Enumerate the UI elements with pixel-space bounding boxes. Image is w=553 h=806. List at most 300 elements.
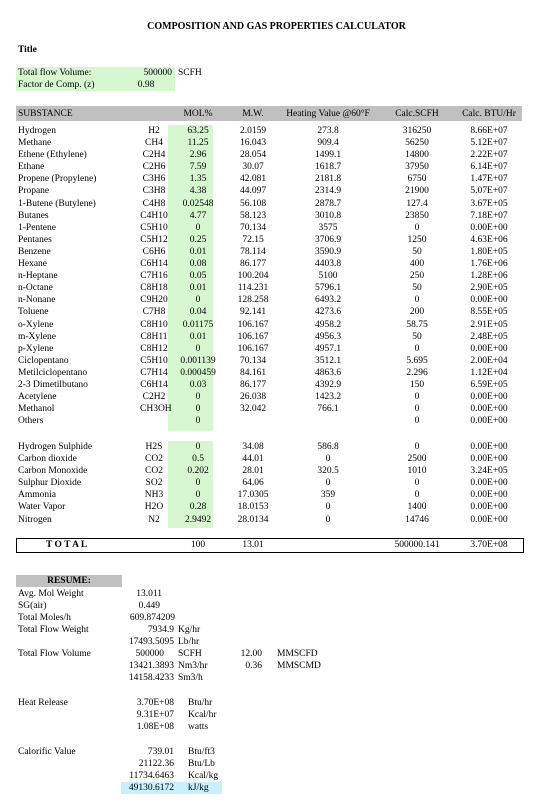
calc-scfh: 1250 bbox=[407, 234, 427, 245]
heating-value: 1499.1 bbox=[314, 150, 342, 161]
mol-percent[interactable]: 0.05 bbox=[189, 271, 207, 282]
molecular-weight: 100.204 bbox=[237, 271, 269, 282]
calc-btu: 7.18E+07 bbox=[470, 210, 508, 221]
cv-ft3-unit: Btu/ft3 bbox=[188, 747, 215, 757]
mol-percent[interactable]: 11.25 bbox=[187, 138, 209, 149]
molecular-weight: 2.0159 bbox=[239, 126, 267, 136]
formula: H2S bbox=[145, 442, 163, 452]
table-row bbox=[16, 320, 522, 332]
molecular-weight: 30.07 bbox=[242, 162, 264, 173]
mol-percent[interactable]: 0 bbox=[195, 416, 201, 427]
substance-name: 1-Pentene bbox=[18, 222, 56, 233]
flow-volume-input[interactable]: 500000 bbox=[143, 68, 172, 78]
fv-sm3: 14158.4233 bbox=[128, 673, 174, 683]
cv-ft3: 739.01 bbox=[147, 747, 174, 757]
substance-name: n-Octane bbox=[18, 283, 53, 294]
mol-percent[interactable]: 0 bbox=[195, 222, 201, 233]
calc-scfh: 0 bbox=[414, 442, 420, 452]
molecular-weight: 64.06 bbox=[242, 478, 264, 489]
molecular-weight: 28.054 bbox=[239, 150, 267, 161]
calc-scfh: 0 bbox=[414, 343, 420, 354]
formula: C4H8 bbox=[142, 198, 166, 209]
molecular-weight: 72.15 bbox=[242, 234, 264, 245]
table-row bbox=[16, 404, 522, 416]
substance-name: o-Xylene bbox=[18, 319, 54, 330]
cv-kcal-unit: Kcal/kg bbox=[188, 771, 219, 781]
heating-value: 2314.9 bbox=[314, 186, 342, 197]
table-row bbox=[16, 332, 522, 344]
substance-name: Water Vapor bbox=[18, 502, 66, 513]
calc-scfh: 0 bbox=[414, 295, 420, 306]
substance-name: m-Xylene bbox=[18, 331, 56, 342]
calc-scfh: 2500 bbox=[407, 454, 427, 465]
calc-btu: 0.00E+00 bbox=[470, 490, 508, 501]
flow-weight-label: Total Flow Weight bbox=[18, 625, 89, 635]
heating-value: 766.1 bbox=[317, 404, 339, 415]
header-mol: MOL% bbox=[183, 109, 213, 119]
formula: C3H8 bbox=[142, 186, 166, 197]
heat-btu: 3.70E+08 bbox=[136, 698, 174, 708]
substance-name: Ethane bbox=[18, 162, 45, 173]
table-row bbox=[16, 502, 522, 514]
calc-btu: 0.00E+00 bbox=[470, 295, 508, 306]
flow-volume-label-2: Total Flow Volume bbox=[18, 649, 91, 659]
calc-scfh: 400 bbox=[409, 259, 425, 270]
calc-scfh: 250 bbox=[409, 271, 425, 282]
sg-label: SG(air) bbox=[18, 601, 47, 611]
heat-w: 1.08E+08 bbox=[136, 722, 174, 732]
total-mw: 13.01 bbox=[242, 540, 264, 550]
heating-value: 909.4 bbox=[317, 138, 339, 149]
calc-scfh: 0 bbox=[414, 478, 420, 489]
formula: C7H14 bbox=[140, 367, 168, 378]
table-row bbox=[16, 150, 522, 162]
cv-kj: 49130.6172 bbox=[128, 783, 174, 793]
calc-scfh: 23850 bbox=[405, 210, 429, 221]
heat-kcal: 9.31E+07 bbox=[136, 710, 174, 720]
substance-name: Methane bbox=[18, 138, 52, 149]
calorific-label: Calorific Value bbox=[18, 747, 76, 757]
heating-value: 320.5 bbox=[317, 466, 339, 477]
substance-name: p-Xylene bbox=[18, 343, 54, 354]
calc-scfh: 0 bbox=[414, 222, 420, 233]
heating-value: 2878.7 bbox=[314, 198, 342, 209]
mol-percent[interactable]: 0 bbox=[195, 392, 201, 403]
sg-value: 0.449 bbox=[138, 601, 160, 611]
mol-percent[interactable]: 0 bbox=[195, 478, 201, 489]
header-substance: SUBSTANCE bbox=[18, 109, 73, 119]
table-row bbox=[16, 442, 522, 454]
table-row bbox=[16, 478, 522, 490]
calc-scfh: 50 bbox=[412, 246, 422, 257]
mol-percent[interactable]: 0 bbox=[195, 490, 201, 501]
calc-btu: 0.00E+00 bbox=[470, 454, 508, 465]
calc-scfh: 0 bbox=[414, 404, 420, 415]
molecular-weight: 70.134 bbox=[239, 222, 267, 233]
table-row bbox=[16, 283, 522, 295]
table-row bbox=[16, 307, 522, 319]
molecular-weight: 86.177 bbox=[239, 259, 267, 270]
mol-percent[interactable]: 0.01 bbox=[189, 283, 207, 294]
mol-percent[interactable]: 0.202 bbox=[187, 466, 209, 477]
table-row bbox=[16, 271, 522, 283]
header-calc-scfh: Calc.SCFH bbox=[395, 109, 439, 119]
heating-value: 273.8 bbox=[317, 126, 339, 136]
heating-value: 6493.2 bbox=[314, 295, 342, 306]
table-row bbox=[16, 490, 522, 502]
calc-btu: 0.00E+00 bbox=[470, 392, 508, 403]
formula: C3H6 bbox=[142, 174, 166, 185]
cv-kcal: 11734.6463 bbox=[129, 771, 174, 781]
subtitle: Title bbox=[18, 45, 37, 55]
substance-table bbox=[16, 126, 522, 428]
mol-percent[interactable]: 0.08 bbox=[189, 259, 207, 270]
mol-percent[interactable]: 0.04 bbox=[189, 307, 207, 318]
calc-scfh: 6750 bbox=[407, 174, 427, 185]
mol-percent[interactable]: 0.001139 bbox=[180, 355, 216, 366]
formula: C2H2 bbox=[142, 392, 166, 403]
calc-scfh: 14800 bbox=[405, 150, 429, 161]
calc-btu: 1.12E+04 bbox=[470, 367, 508, 378]
cv-lb: 21122.36 bbox=[138, 759, 174, 769]
table-row bbox=[16, 295, 522, 307]
molecular-weight: 58.123 bbox=[239, 210, 267, 221]
calc-btu: 0.00E+00 bbox=[470, 343, 508, 354]
molecular-weight: 106.167 bbox=[237, 331, 269, 342]
total-mol: 100 bbox=[190, 540, 206, 550]
calc-btu: 2.90E+05 bbox=[470, 283, 508, 294]
header-mw: M.W. bbox=[242, 109, 264, 119]
formula: C8H18 bbox=[140, 283, 168, 294]
formula: C5H12 bbox=[140, 234, 168, 245]
heating-value: 0 bbox=[325, 478, 331, 489]
substance-name: Carbon dioxide bbox=[18, 454, 77, 465]
calc-scfh: 14746 bbox=[405, 514, 429, 525]
formula: C6H6 bbox=[142, 246, 166, 257]
substance-name: n-Heptane bbox=[18, 271, 58, 282]
fv-scfh-unit: SCFH bbox=[178, 649, 202, 659]
substance-name: Pentanes bbox=[18, 234, 52, 245]
formula: C2H6 bbox=[142, 162, 166, 173]
calc-btu: 2.22E+07 bbox=[470, 150, 508, 161]
calc-scfh: 1010 bbox=[407, 466, 427, 477]
substance-name: Acetylene bbox=[18, 392, 57, 403]
calc-btu: 0.00E+00 bbox=[470, 502, 508, 513]
table-row bbox=[16, 368, 522, 380]
molecular-weight: 106.167 bbox=[237, 343, 269, 354]
formula: H2O bbox=[144, 502, 164, 513]
calc-scfh: 5.695 bbox=[406, 355, 428, 366]
table-row bbox=[16, 380, 522, 392]
heating-value: 359 bbox=[320, 490, 336, 501]
molecular-weight: 114.231 bbox=[237, 283, 269, 294]
calc-scfh: 58.75 bbox=[406, 319, 428, 330]
formula: C7H8 bbox=[142, 307, 166, 318]
calc-scfh: 0 bbox=[414, 392, 420, 403]
heating-value: 3706.9 bbox=[314, 234, 342, 245]
mol-percent[interactable]: 0 bbox=[195, 404, 201, 415]
molecular-weight: 28.0134 bbox=[237, 514, 269, 525]
molecular-weight: 128.258 bbox=[237, 295, 269, 306]
calc-scfh: 127.4 bbox=[406, 198, 428, 209]
heating-value: 4958.2 bbox=[314, 319, 342, 330]
page-title: COMPOSITION AND GAS PROPERTIES CALCULATOR bbox=[147, 21, 406, 32]
heating-value: 2181.8 bbox=[314, 174, 342, 185]
fv-scfh: 500000 bbox=[135, 649, 164, 659]
formula: C8H10 bbox=[140, 319, 168, 330]
heating-value: 4863.6 bbox=[314, 367, 342, 378]
calc-scfh: 316250 bbox=[402, 126, 432, 136]
formula: C6H14 bbox=[140, 259, 168, 270]
heating-value: 4957.1 bbox=[314, 343, 342, 354]
header-heating-value: Heating Value @60°F bbox=[286, 109, 370, 119]
molecular-weight: 18.0153 bbox=[237, 502, 269, 513]
calc-scfh: 1400 bbox=[407, 502, 427, 513]
formula: CH4 bbox=[145, 138, 163, 149]
heating-value: 4956.3 bbox=[314, 331, 342, 342]
substance-name: Propane bbox=[18, 186, 50, 197]
flow-weight-lb-unit: Lb/hr bbox=[178, 637, 200, 647]
substance-name: Hexane bbox=[18, 259, 48, 270]
fv-mmscfd: 12.00 bbox=[240, 649, 262, 659]
calc-scfh: 0 bbox=[414, 490, 420, 501]
calc-btu: 0.00E+00 bbox=[470, 514, 508, 525]
molecular-weight: 78.114 bbox=[240, 246, 266, 257]
formula: C2H4 bbox=[142, 150, 166, 161]
calc-btu: 3.67E+05 bbox=[470, 198, 508, 209]
avg-mw-value: 13.011 bbox=[136, 589, 162, 599]
mol-percent[interactable]: 0.25 bbox=[189, 234, 207, 245]
calc-scfh: 2.296 bbox=[406, 367, 428, 378]
header-calc-btu: Calc. BTU/Hr bbox=[462, 109, 516, 119]
calc-btu: 5.12E+07 bbox=[470, 138, 508, 149]
calc-btu: 1.76E+06 bbox=[470, 259, 508, 270]
calc-btu: 0.00E+00 bbox=[470, 478, 508, 489]
molecular-weight: 86.177 bbox=[239, 379, 267, 390]
calc-btu: 2.91E+05 bbox=[470, 319, 508, 330]
heating-value: 4403.8 bbox=[314, 259, 342, 270]
calc-scfh: 150 bbox=[409, 379, 425, 390]
formula: C8H12 bbox=[140, 343, 168, 354]
mol-percent[interactable]: 0.01175 bbox=[182, 319, 214, 330]
calc-scfh: 37950 bbox=[405, 162, 429, 173]
calc-btu: 8.55E+05 bbox=[470, 307, 508, 318]
fv-mmscmd: 0.36 bbox=[245, 661, 262, 671]
heating-value: 0 bbox=[325, 502, 331, 513]
table-row bbox=[16, 344, 522, 356]
table-row bbox=[16, 259, 522, 271]
heating-value: 3010.8 bbox=[314, 210, 342, 221]
calc-scfh: 50 bbox=[412, 283, 422, 294]
mol-percent[interactable]: 0.01 bbox=[189, 331, 207, 342]
table-row bbox=[16, 416, 522, 428]
heating-value: 1618.7 bbox=[314, 162, 342, 173]
molecular-weight: 17.0305 bbox=[237, 490, 269, 501]
formula: C8H11 bbox=[140, 331, 168, 342]
z-factor-input[interactable]: 0.98 bbox=[137, 80, 155, 90]
formula: H2 bbox=[148, 126, 160, 136]
avg-mw-label: Avg. Mol Weight bbox=[18, 589, 84, 599]
total-label: T O T A L bbox=[46, 540, 88, 550]
calc-scfh: 56250 bbox=[405, 138, 429, 149]
fv-mmscmd-unit: MMSCMD bbox=[277, 661, 321, 671]
z-factor-label: Factor de Comp. (z) bbox=[18, 80, 95, 90]
calc-btu: 0.00E+00 bbox=[470, 222, 508, 233]
calc-btu: 0.00E+00 bbox=[470, 442, 508, 452]
mol-percent[interactable]: 0 bbox=[195, 442, 201, 452]
formula: C6H14 bbox=[140, 379, 168, 390]
mol-percent[interactable]: 0.28 bbox=[189, 502, 207, 513]
calc-btu: 2.48E+05 bbox=[470, 331, 508, 342]
calc-btu: 1.47E+07 bbox=[470, 174, 508, 185]
calc-btu: 6.59E+05 bbox=[470, 379, 508, 390]
mol-percent[interactable]: 0.02548 bbox=[182, 198, 214, 209]
table-row bbox=[16, 247, 522, 259]
calc-btu: 3.24E+05 bbox=[470, 466, 508, 477]
mol-percent[interactable]: 0.5 bbox=[192, 454, 204, 465]
table-row bbox=[16, 235, 522, 247]
calc-scfh: 200 bbox=[409, 307, 425, 318]
heating-value: 3575 bbox=[318, 222, 338, 233]
formula: C9H20 bbox=[140, 295, 168, 306]
molecular-weight: 28.01 bbox=[242, 466, 264, 477]
calc-btu: 2.00E+04 bbox=[470, 355, 508, 366]
substance-name: Metilciclopentano bbox=[18, 367, 88, 378]
substance-name: Ethene (Ethylene) bbox=[18, 150, 87, 161]
formula: C5H10 bbox=[140, 222, 168, 233]
heat-release-label: Heat Release bbox=[18, 698, 68, 708]
table-row bbox=[16, 515, 522, 527]
table-row bbox=[16, 162, 522, 174]
formula: NH3 bbox=[144, 490, 164, 501]
calc-btu: 0.00E+00 bbox=[470, 404, 508, 415]
substance-table-2 bbox=[16, 442, 522, 527]
mol-percent[interactable]: 2.96 bbox=[189, 150, 207, 161]
molecular-weight: 92.141 bbox=[239, 307, 267, 318]
substance-name: Toluene bbox=[18, 307, 49, 318]
heating-value: 3512.1 bbox=[314, 355, 342, 366]
substance-name: Carbon Monoxide bbox=[18, 466, 88, 477]
heat-kcal-unit: Kcal/hr bbox=[188, 710, 217, 720]
substance-name: Methanol bbox=[18, 404, 55, 415]
table-row bbox=[16, 126, 522, 138]
substance-name: 1-Butene (Butylene) bbox=[18, 198, 96, 209]
mol-percent[interactable]: 1.35 bbox=[189, 174, 207, 185]
mol-percent[interactable]: 0 bbox=[195, 295, 201, 306]
molecular-weight: 106.167 bbox=[237, 319, 269, 330]
heating-value: 586.8 bbox=[317, 442, 339, 452]
substance-name: 2-3 Dimetilbutano bbox=[18, 379, 88, 390]
mol-percent[interactable]: 4.38 bbox=[189, 186, 207, 197]
formula: C5H10 bbox=[140, 355, 168, 366]
fv-sm3-unit: Sm3/h bbox=[178, 673, 203, 683]
mol-percent[interactable]: 0.000459 bbox=[180, 367, 216, 378]
calc-btu: 8.66E+07 bbox=[470, 126, 508, 136]
formula: CO2 bbox=[145, 454, 163, 465]
table-row bbox=[16, 356, 522, 368]
substance-name: Others bbox=[18, 416, 44, 427]
substance-name: Ammonia bbox=[18, 490, 56, 501]
formula: CO2 bbox=[145, 466, 163, 477]
total-scfh: 500000.141 bbox=[394, 540, 440, 550]
molecular-weight: 16.043 bbox=[239, 138, 267, 149]
formula: C4H10 bbox=[140, 210, 168, 221]
flow-weight-lb: 17493.5095 bbox=[128, 637, 174, 647]
molecular-weight: 26.038 bbox=[239, 392, 267, 403]
calc-scfh: 21900 bbox=[405, 186, 429, 197]
heat-btu-unit: Btu/hr bbox=[188, 698, 213, 708]
flow-weight-kg: 7934.9 bbox=[147, 625, 174, 635]
calc-scfh: 50 bbox=[412, 331, 422, 342]
substance-name: Propene (Propylene) bbox=[18, 174, 97, 185]
molecular-weight: 32.042 bbox=[239, 404, 267, 415]
fv-mmscfd-unit: MMSCFD bbox=[277, 649, 318, 659]
molecular-weight: 34.08 bbox=[242, 442, 264, 452]
calc-btu: 0.00E+00 bbox=[470, 416, 508, 427]
formula: N2 bbox=[148, 514, 160, 525]
cv-lb-unit: Btu/Lb bbox=[188, 759, 215, 769]
substance-name: Butanes bbox=[18, 210, 49, 221]
table-row bbox=[16, 199, 522, 211]
table-row bbox=[16, 454, 522, 466]
calc-btu: 6.14E+07 bbox=[470, 162, 508, 173]
substance-name: Hydrogen Sulphide bbox=[18, 442, 93, 452]
formula: SO2 bbox=[145, 478, 163, 489]
molecular-weight: 44.01 bbox=[242, 454, 264, 465]
total-btu: 3.70E+08 bbox=[470, 540, 508, 550]
mol-percent[interactable]: 0.03 bbox=[189, 379, 207, 390]
mol-percent[interactable]: 2.9492 bbox=[184, 514, 212, 525]
substance-name: Hydrogen bbox=[18, 126, 56, 136]
substance-name: Sulphur Dioxide bbox=[18, 478, 82, 489]
table-row bbox=[16, 392, 522, 404]
heating-value: 0 bbox=[325, 454, 331, 465]
flow-volume-unit: SCFH bbox=[178, 68, 202, 78]
resume-header: RESUME: bbox=[16, 575, 122, 587]
calc-btu: 1.28E+06 bbox=[470, 271, 508, 282]
formula: CH3OH bbox=[140, 404, 172, 415]
heat-w-unit: watts bbox=[188, 722, 209, 732]
flow-volume-label: Total flow Volume: bbox=[18, 68, 92, 78]
molecular-weight: 42.081 bbox=[239, 174, 267, 185]
calc-btu: 4.63E+06 bbox=[470, 234, 508, 245]
table-row bbox=[16, 223, 522, 235]
table-row bbox=[16, 174, 522, 186]
fv-nm3: 13421.3893 bbox=[128, 661, 174, 671]
substance-name: n-Nonane bbox=[18, 295, 56, 306]
moles-value: 609.874209 bbox=[129, 613, 175, 623]
mol-percent[interactable]: 63.25 bbox=[187, 126, 209, 136]
table-row bbox=[16, 138, 522, 150]
calc-btu: 1.80E+05 bbox=[470, 246, 508, 257]
fv-nm3-unit: Nm3/hr bbox=[178, 661, 208, 671]
calc-scfh: 0 bbox=[414, 416, 420, 427]
mol-percent[interactable]: 4.77 bbox=[189, 210, 207, 221]
mol-percent[interactable]: 0.01 bbox=[189, 246, 207, 257]
molecular-weight: 70.134 bbox=[239, 355, 267, 366]
table-row bbox=[16, 186, 522, 198]
calc-btu: 5.07E+07 bbox=[470, 186, 508, 197]
substance-name: Benzene bbox=[18, 246, 51, 257]
heating-value: 3590.9 bbox=[314, 246, 342, 257]
heating-value: 5796.1 bbox=[314, 283, 342, 294]
heating-value: 5100 bbox=[318, 271, 338, 282]
mol-percent[interactable]: 0 bbox=[195, 343, 201, 354]
mol-percent[interactable]: 7.59 bbox=[189, 162, 207, 173]
cv-kj-unit: kJ/kg bbox=[188, 783, 209, 793]
substance-name: Nitrogen bbox=[18, 514, 52, 525]
heating-value: 0 bbox=[325, 514, 331, 525]
